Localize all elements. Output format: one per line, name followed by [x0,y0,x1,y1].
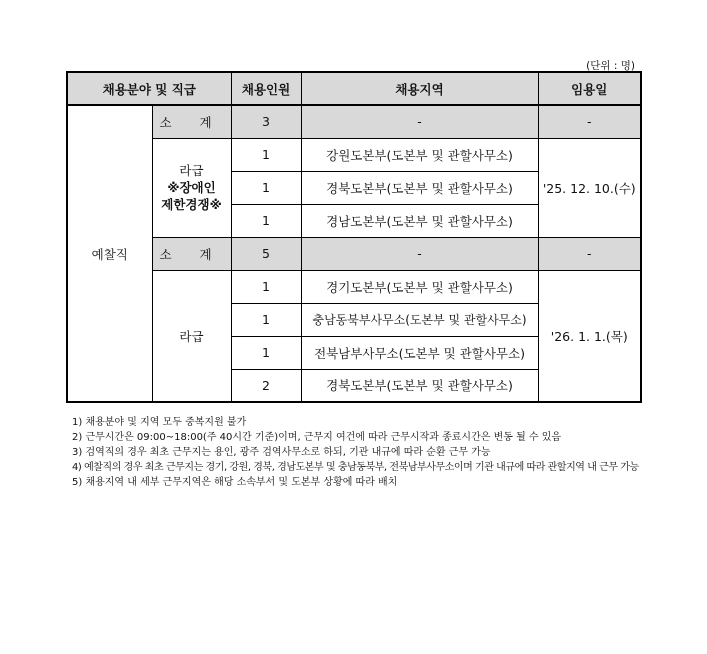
region-cell: 경남도본부(도본부 및 관할사무소) [301,204,538,237]
header-region: 채용지역 [301,72,538,105]
footnote: 4) 예찰직의 경우 최초 근무지는 경기, 강원, 경북, 경남도본부 및 충남동북부, 전북남부사무소이며 기관 내규에 따라 관할지역 내 근무 가능 [72,462,639,474]
grade-label: 라급 [179,163,204,178]
region-cell: 경북도본부(도본부 및 관할사무소) [301,171,538,204]
subtotal-region: - [301,237,538,270]
footnote: 2) 근무시간은 09:00~18:00(주 40시간 기준)이며, 근무지 여건에 따라 근무시작과 종료시간은 변동 될 수 있음 [72,432,562,444]
count-cell: 1 [231,171,301,204]
table-row [67,270,641,303]
field-cell: 예찰직 [67,105,152,402]
count-cell: 1 [231,204,301,237]
subtotal-row [67,105,641,138]
date-cell: '25. 12. 10.(수) [538,138,641,237]
count-cell: 1 [231,138,301,171]
subtotal-count: 3 [231,105,301,138]
date-cell: '26. 1. 1.(목) [538,270,641,402]
table-header-row [67,72,641,105]
grade-cell: 라급 [152,270,231,402]
footnote: 1) 채용분야 및 지역 모두 중복지원 불가 [72,417,247,428]
recruitment-table [66,71,642,403]
table-row [67,138,641,171]
region-cell: 강원도본부(도본부 및 관할사무소) [301,138,538,171]
count-cell: 2 [231,369,301,402]
grade-cell [152,138,231,237]
subtotal-count: 5 [231,237,301,270]
subtotal-date: - [538,105,641,138]
unit-label: (단위 : 명) [586,60,635,72]
count-cell: 1 [231,336,301,369]
subtotal-region: - [301,105,538,138]
footnotes [72,415,672,490]
header-field-grade: 채용분야 및 직급 [67,72,231,105]
count-cell: 1 [231,270,301,303]
grade-note: ※장애인 [167,180,216,195]
region-cell: 경북도본부(도본부 및 관할사무소) [301,369,538,402]
subtotal-row [67,237,641,270]
subtotal-label: 소 계 [152,237,231,270]
region-cell: 전북남부사무소(도본부 및 관할사무소) [301,336,538,369]
header-date: 임용일 [538,72,641,105]
footnote: 3) 검역직의 경우 최초 근무지는 용인, 광주 검역사무소로 하되, 기관 내규에 따라 순환 근무 가능 [72,447,491,459]
subtotal-date: - [538,237,641,270]
grade-note: 제한경쟁※ [161,197,222,212]
region-cell: 충남동북부사무소(도본부 및 관할사무소) [301,303,538,336]
header-count: 채용인원 [231,72,301,105]
subtotal-label: 소 계 [152,105,231,138]
footnote: 5) 채용지역 내 세부 근무지역은 해당 소속부서 및 도본부 상황에 따라 배치 [72,477,398,489]
region-cell: 경기도본부(도본부 및 관할사무소) [301,270,538,303]
count-cell: 1 [231,303,301,336]
